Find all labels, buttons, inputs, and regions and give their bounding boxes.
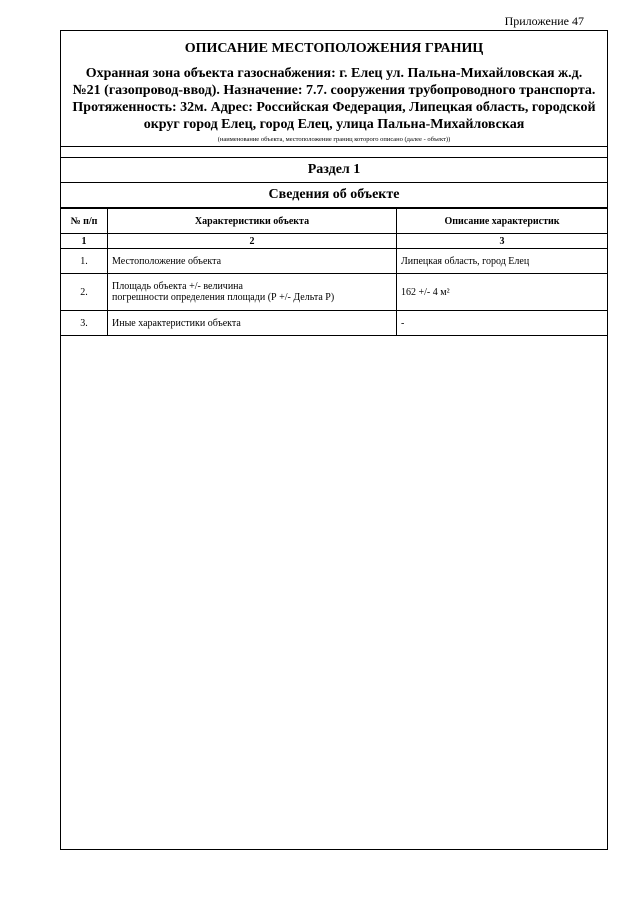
- row-number: 1.: [61, 249, 108, 274]
- table-row: [61, 311, 607, 336]
- spacer: [61, 147, 607, 158]
- column-number-row: [61, 234, 607, 249]
- object-description: Охранная зона объекта газоснабжения: г. Елец ул. Пальна-Михайловская ж.д. №21 (газопровод-ввод). Назначение: 7.7. сооружения трубопроводного транспорта. Протяженность: 32м. Адрес: Российская Федерация, Липецкая область, городской округ город Елец, город Елец, улица Пальна-Михайловская: [72, 66, 596, 132]
- object-info-table: [61, 208, 607, 336]
- row-description: -: [397, 311, 608, 336]
- header-characteristic: Характеристики объекта: [108, 209, 397, 234]
- table-row: [61, 274, 607, 311]
- row-characteristic: Местоположение объекта: [108, 249, 397, 274]
- section-title: Раздел 1: [61, 158, 607, 183]
- row-characteristic: [108, 274, 397, 311]
- row-characteristic: Иные характеристики объекта: [108, 311, 397, 336]
- row-number: 2.: [61, 274, 108, 311]
- row-characteristic-line: погрешности определения площади (Р +/- Дельта Р): [112, 292, 335, 303]
- object-caption: (наименование объекта, местоположение границ которого описано (далее - объект)): [61, 136, 607, 147]
- document-title: ОПИСАНИЕ МЕСТОПОЛОЖЕНИЯ ГРАНИЦ: [184, 41, 484, 56]
- column-number: 1: [61, 234, 108, 249]
- row-number: 3.: [61, 311, 108, 336]
- row-description: 162 +/- 4 м²: [397, 274, 608, 311]
- document-frame: [60, 30, 608, 850]
- header-number: № п/п: [61, 209, 108, 234]
- table-header-row: [61, 209, 607, 234]
- appendix-label: Приложение 47: [504, 14, 584, 28]
- column-number: 3: [397, 234, 608, 249]
- table-row: [61, 249, 607, 274]
- section-subtitle: Сведения об объекте: [61, 183, 607, 208]
- column-number: 2: [108, 234, 397, 249]
- header-description: Описание характеристик: [397, 209, 608, 234]
- row-description: Липецкая область, город Елец: [397, 249, 608, 274]
- row-characteristic-line: Площадь объекта +/- величина: [112, 281, 243, 292]
